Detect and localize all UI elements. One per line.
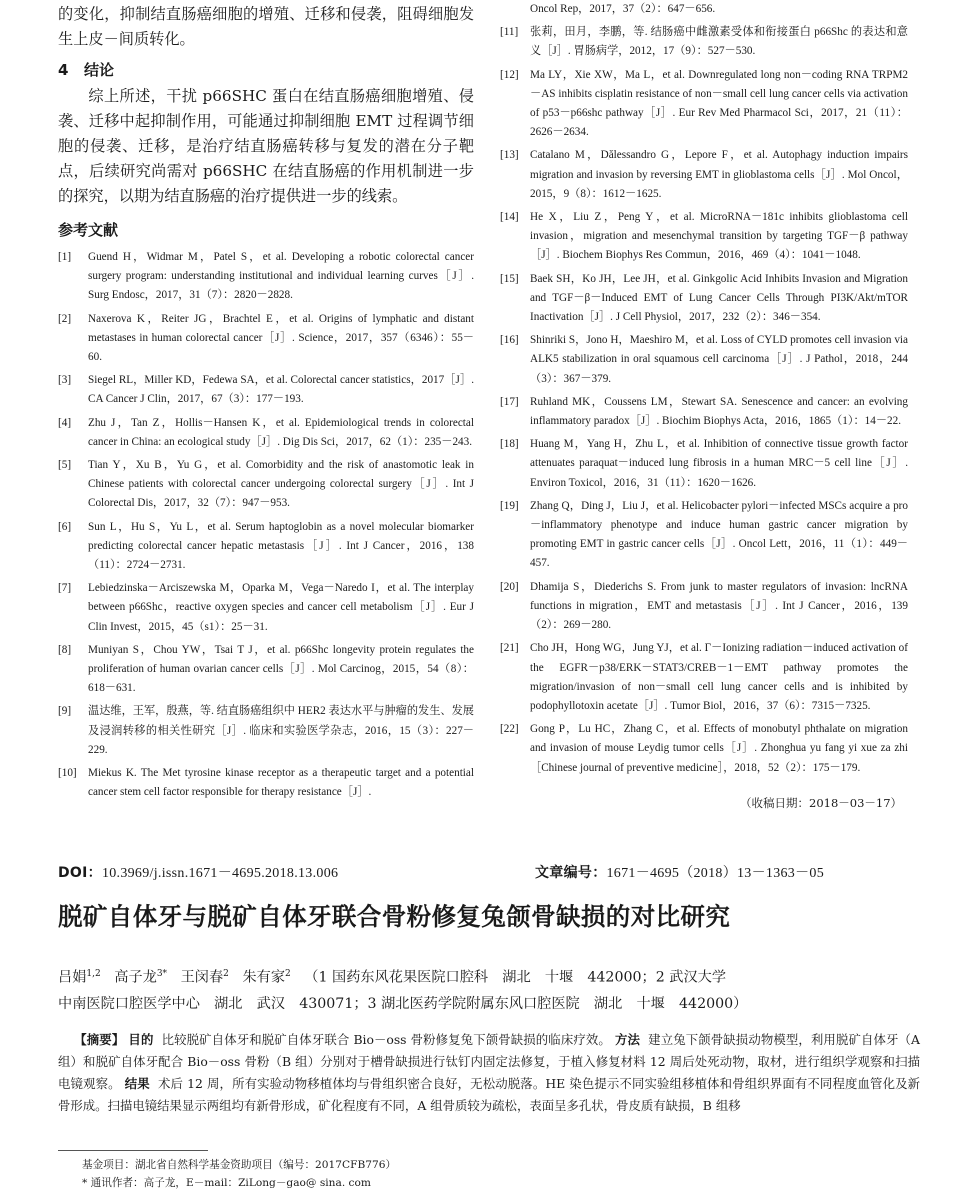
reference-text: 温达维，王军，殷燕，等. 结直肠癌组织中 HER2 表达水平与肿瘤的发生、发展及浸润转移的相关性研究［J］. 临床和实验医学杂志，2016，15（3）：227－229. [88, 705, 474, 756]
reference-text: Siegel RL，Miller KD，Fedewa SA，et al. Colorectal cancer statistics，2017［J］. CA Cancer J Clin，2017，67（3）：177－193. [88, 374, 474, 406]
doi-label: DOI： [58, 865, 102, 881]
reference-number: [8] [58, 643, 72, 656]
footnotes [82, 1156, 782, 1192]
corresponding-author-footnote: * 通讯作者：高子龙，E－mail：ZiLong－gao@ sina. com [82, 1177, 371, 1189]
author-name: 吕娟 [58, 969, 87, 986]
reference-item [58, 310, 474, 368]
reference-text: Zhang Q，Ding J，Liu J，et al. Helicobacter pylori－infected MSCs acquire a pro－inflammatory phenotype and induce human gastric cancer migration by promoting EMT in gastric cancer cells［J］. Oncol Lett，2016，11（1）：449－457. [530, 499, 908, 570]
reference-text: Miekus K. The Met tyrosine kinase receptor as a therapeutic target and a potential cancer stem cell factor responsible for therapy resistance［J］. [88, 767, 474, 799]
reference-number: [22] [500, 723, 519, 736]
reference-item [58, 641, 474, 699]
reference-number: [18] [500, 438, 519, 451]
authors-block [58, 961, 918, 1017]
reference-text: Guend H，Widmar M，Patel S，et al. Developing a robotic colorectal cancer surgery program: understanding institutional and individual learning curves［J］. Surg Endosc，2017，31（7）：2820－2828. [88, 251, 474, 302]
section-heading [58, 58, 474, 82]
affiliation-text: （1 国药东风花果医院口腔科 湖北 十堰 442000；2 武汉大学 [304, 969, 727, 986]
reference-item [58, 764, 474, 802]
reference-item [58, 414, 474, 452]
reference-text: Tian Y，Xu B，Yu G，et al. Comorbidity and the risk of anastomotic leak in Chinese patients with colorectal cancer undergoing colorectal surgery［J］. Int J Colorectal Dis，2017，32（7）：947－953. [88, 459, 474, 510]
reference-item [500, 578, 908, 636]
reference-item [58, 702, 474, 760]
section-number: 4 [58, 61, 69, 79]
reference-number: [5] [58, 459, 72, 472]
reference-item [500, 331, 908, 389]
authors-line-1 [58, 961, 918, 991]
fund-footnote: 基金项目：湖北省自然科学基金资助项目（编号：2017CFB776） [82, 1159, 397, 1171]
right-column [500, 0, 908, 782]
reference-number: [15] [500, 272, 519, 285]
reference-item [500, 66, 908, 143]
reference-item [58, 371, 474, 409]
reference-item [500, 393, 908, 431]
reference-continued [500, 0, 908, 19]
reference-text: Naxerova K，Reiter JG，Brachtel E，et al. Origins of lymphatic and distant metastases in human colorectal cancer［J］. Science，2017，357（6346）：55－60. [88, 312, 474, 364]
objective-label: 目的 [128, 1032, 154, 1047]
reference-text: Sun L，Hu S，Yu L，et al. Serum haptoglobin as a novel molecular biomarker predicting colorectal cancer hepatic metastasis［J］. Int J Cancer，2016，138（11）：2724－2731. [88, 520, 474, 572]
reference-number: [6] [58, 520, 72, 533]
reference-number: [4] [58, 416, 72, 429]
reference-list [58, 248, 474, 802]
reference-number: [19] [500, 499, 519, 512]
reference-number: [21] [500, 642, 519, 655]
reference-text: Dhamija S，Diederichs S. From junk to master regulators of invasion: lncRNA functions in migration，EMT and metastasis［J］. Int J Cancer，2016，139（2）：269－280. [530, 580, 908, 632]
author-affiliation-mark: 1,2 [86, 969, 101, 979]
reference-number: [16] [500, 334, 519, 347]
doi-line [58, 862, 918, 882]
conclusion-paragraph: 综上所述，干扰 p66SHC 蛋白在结直肠癌细胞增殖、侵袭、迁移中起抑制作用，可能通过抑制细胞 EMT 过程调节细胞的侵袭、迁移，是治疗结直肠癌转移与复发的潜在分子靶点，后续研究尚需对 p66SHC 在结直肠癌的作用机制进一步的探究，以期为结直肠癌的治疗提供进一步的线索。 [58, 87, 474, 205]
reference-number: [20] [500, 580, 519, 593]
reference-text: 张莉，田月，李鹏，等. 结肠癌中雌激素受体和衔接蛋白 p66Shc 的表达和意义［J］. 胃肠病学，2012，17（9）：527－530. [530, 26, 908, 58]
reference-item [500, 208, 908, 266]
reference-number: [13] [500, 149, 519, 162]
reference-text: He X，Liu Z，Peng Y，et al. MicroRNA－181c inhibits glioblastoma cell invasion，migration and mesenchymal transition by targeting TGF－β pathway［J］. Biochem Biophys Res Commun，2016，469（4）：1041－1048. [530, 211, 908, 262]
reference-number: [7] [58, 582, 72, 595]
author-name: 高子龙 [114, 969, 157, 986]
reference-text: Muniyan S，Chou YW，Tsai T J，et al. p66Shc longevity protein regulates the proliferation of human ovarian cancer cells［J］. Mol Carcinog，2015，54（8）：618－631. [88, 643, 474, 695]
author-affiliation-mark: 3* [156, 969, 168, 979]
reference-number: [14] [500, 211, 519, 224]
author-name: 朱有家 [242, 969, 286, 986]
article-title: 脱矿自体牙与脱矿自体牙联合骨粉修复兔颌骨缺损的对比研究 [58, 902, 731, 931]
reference-item [500, 435, 908, 493]
reference-item [500, 23, 908, 61]
doi-value: 10.3969/j.issn.1671－4695.2018.13.006 [101, 866, 339, 881]
method-label: 方法 [614, 1032, 641, 1047]
reference-text: Catalano M，Dălessandro G，Lepore F，et al. Autophagy induction impairs migration and invasion by reversing EMT in glioblastoma cells［J］. Mol Oncol，2015，9（8）：1612－1625. [530, 149, 908, 200]
intro-paragraph: 的变化，抑制结直肠癌细胞的增殖、迁移和侵袭，阻碍细胞发生上皮－间质转化。 [58, 5, 474, 48]
reference-number: [9] [58, 705, 72, 718]
reference-text: Shinriki S，Jono H，Maeshiro M，et al. Loss of CYLD promotes cell invasion via ALK5 stabilization in oral squamous cell carcinoma［J］. J Pathol，2018，244（3）：367－379. [530, 334, 908, 385]
abstract-label: 【摘要】 [74, 1032, 125, 1047]
reference-item [500, 270, 908, 328]
reference-item [58, 518, 474, 576]
reference-list [500, 23, 908, 778]
reference-number: [17] [500, 395, 519, 408]
footnote-divider [58, 1150, 208, 1151]
reference-number: [1] [58, 251, 72, 263]
reference-item [500, 146, 908, 204]
result-label: 结果 [124, 1076, 150, 1091]
reference-item [500, 497, 908, 574]
reference-number: [2] [58, 312, 72, 325]
reference-item [58, 456, 474, 514]
authors-line-2: 中南医院口腔医学中心 湖北 武汉 430071；3 湖北医药学院附属东风口腔医院 湖北 十堰 442000） [58, 995, 748, 1012]
reference-item [500, 720, 908, 778]
author-affiliation-mark: 2 [223, 969, 229, 979]
reference-text: Baek SH，Ko JH，Lee JH，et al. Ginkgolic Acid Inhibits Invasion and Migration and TGF－β－Induced EMT of Lung Cancer Cells Through PI3K/Akt/mTOR Inactivation［J］. J Cell Physiol，2017，232（2）：346－354. [530, 272, 908, 324]
section-title: 结论 [84, 61, 115, 79]
reference-text: Oncol Rep，2017，37（2）：647－656. [530, 3, 716, 15]
reference-number: [3] [58, 374, 72, 387]
reference-text: Cho JH，Hong WG，Jung YJ，et al. Γ－Ionizing radiation－induced activation of the EGFR－p38/ERK－STAT3/CREB－1－EMT pathway promotes the migration/invasion of non－small cell lung cancer cells and is inhibited by podophyllotoxin acetate［J］. Tumor Biol，2016，37（6）：7315－7325. [530, 642, 908, 712]
reference-number: [10] [58, 767, 77, 780]
reference-item [58, 248, 474, 306]
received-date: （收稿日期：2018－03－17） [740, 796, 903, 810]
left-column [58, 0, 474, 806]
reference-text: Zhu J，Tan Z，Hollis－Hansen K，et al. Epidemiological trends in colorectal cancer in China: an ecological study［J］. Dig Dis Sci，2017，62（1）：235－243. [88, 416, 474, 448]
reference-text: Ruhland MK，Coussens LM，Stewart SA. Senescence and cancer: an evolving inflammatory paradox［J］. Biochim Biophys Acta，2016，1865（1）：14－22. [530, 395, 908, 428]
objective-text: 比较脱矿自体牙和脱矿自体牙联合 Bio－oss 骨粉修复兔下颌骨缺损的临床疗效。 [161, 1032, 611, 1047]
article-number-label: 文章编号： [535, 865, 607, 881]
result-text: 术后 12 周，所有实验动物移植体均与骨组织密合良好，无松动脱落。HE 染色提示不同实验组移植体和骨组织界面有不同程度血管化及新骨形成。扫描电镜结果显示两组均有新骨形成，矿化程度有不同，A 组骨质较为疏松，表面呈多孔状，骨皮质有缺损，B 组移 [58, 1076, 921, 1113]
method-text: 建立兔下颌骨缺损动物模型，利用脱矿自体牙（A 组）和脱矿自体牙配合 Bio－oss 骨粉（B 组）分别对于槽骨缺损进行钛钉内固定法修复，于植入修复材料 12 周后处死动物，取材，进行组织学观察和扫描电镜观察。 [58, 1032, 920, 1091]
reference-text: Lebiedzinska－Arciszewska M，Oparka M，Vega－Naredo I，et al. The interplay between p66Shc，reactive oxygen species and cancer cell metabolism［J］. Eur J Clin Invest，2015，45（s1）：25－31. [88, 582, 474, 633]
references-title: 参考文献 [58, 221, 119, 239]
reference-text: Ma LY，Xie XW，Ma L，et al. Downregulated long non－coding RNA TRPM2－AS inhibits cisplatin resistance of non－small cell lung cancer cells via activation of p53－p66shc pathway［J］. Eur Rev Med Pharmacol Sci，2017，21（11）：2626－2634. [530, 68, 908, 139]
reference-text: Gong P，Lu HC，Zhang C，et al. Effects of monobutyl phthalate on migration and invasion of mouse Leydig tumor cells［J］. Zhonghua yu fang yi xue za zhi［Chinese journal of preventive medicine］，2018，52（2）：175－179. [530, 723, 908, 774]
reference-number: [11] [500, 26, 519, 39]
reference-item [500, 639, 908, 716]
abstract [58, 1029, 920, 1117]
reference-item [58, 579, 474, 637]
author-affiliation-mark: 2 [285, 969, 291, 979]
reference-text: Huang M，Yang H，Zhu L，et al. Inhibition of connective tissue growth factor attenuates paraquat－induced lung fibrosis in a human MRC－5 cell line［J］. Environ Toxicol，2016，31（11）：1620－1626. [530, 438, 908, 489]
author-name: 王闵春 [180, 969, 224, 986]
reference-number: [12] [500, 68, 519, 81]
article-number-value: 1671－4695（2018）13－1363－05 [606, 866, 824, 881]
